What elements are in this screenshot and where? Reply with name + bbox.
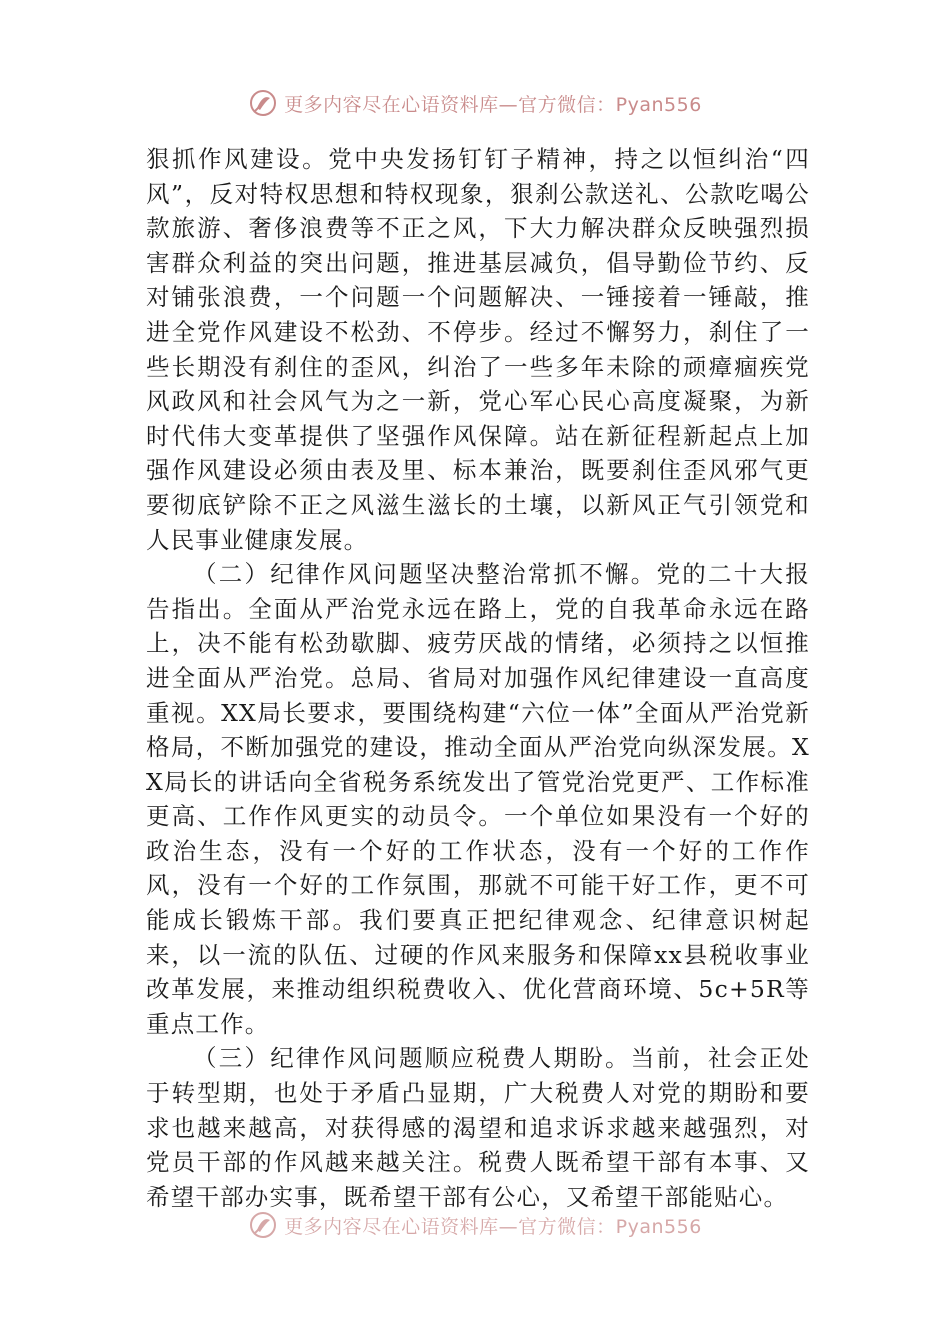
paragraph-1: 狠抓作风建设。党中央发扬钉钉子精神，持之以恒纠治“四风”，反对特权思想和特权现象，狠刹公款送礼、公款吃喝公款旅游、奢侈浪费等不正之风，下大力解决群众反映强烈损害群众利益的突出问题，推进基层减负，倡导勤俭节约、反对铺张浪费，一个问题一个问题解决、一锤接着一锤敲，推进全党作风建设不松劲、不停步。经过不懈努力，刹住了一些长期没有刹住的歪风，纠治了一些多年未除的顽瘴痼疾党风政风和社会风气为之一新，党心军心民心高度凝聚，为新时代伟大变革提供了坚强作风保障。站在新征程新起点上加强作风建设必须由表及里、标本兼治，既要刹住歪风邪气更要彻底铲除不正之风滋生滋长的土壤，以新风正气引领党和人民事业健康发展。 [146,145,810,554]
watermark-text: 更多内容尽在心语资料库—官方微信：Pyan556 [284,93,702,116]
paragraph-3: （三）纪律作风问题顺应税费人期盼。当前，社会正处于转型期，也处于矛盾凸显期，广大税费人对党的期盼和要求也越来越高，对获得感的渴望和追求诉求越来越强烈，对党员干部的作风越来越关注。税费人既希望干部有本事、又希望干部办实事，既希望干部有公心，又希望干部能贴心。 [146,1044,810,1211]
paragraph-2: （二）纪律作风问题坚决整治常抓不懈。党的二十大报告指出。全面从严治党永远在路上，党的自我革命永远在路上，决不能有松劲歇脚、疲劳厌战的情绪，必须持之以恒推进全面从严治党。总局、省局对加强作风纪律建设一直高度重视。XX局长要求，要围绕构建“六位一体”全面从严治党新格局，不断加强党的建设，推动全面从严治党向纵深发展。XX局长的讲话向全省税务系统发出了管党治党更严、工作标准更高、工作作风更实的动员令。一个单位如果没有一个好的政治生态，没有一个好的工作状态，没有一个好的工作作风，没有一个好的工作氛围，那就不可能干好工作，更不可能成长锻炼干部。我们要真正把纪律观念、纪律意识树起来，以一流的队伍、过硬的作风来服务和保障xx县税收事业改革发展，来推动组织税费收入、优化营商环境、5c+5R等重点工作。 [146,560,810,1038]
watermark-header [0,88,950,118]
watermark-footer [0,1210,950,1240]
watermark-text: 更多内容尽在心语资料库—官方微信：Pyan556 [284,1215,702,1238]
logo-icon [248,1210,278,1240]
document-body [146,142,810,1214]
logo-icon [248,88,278,118]
